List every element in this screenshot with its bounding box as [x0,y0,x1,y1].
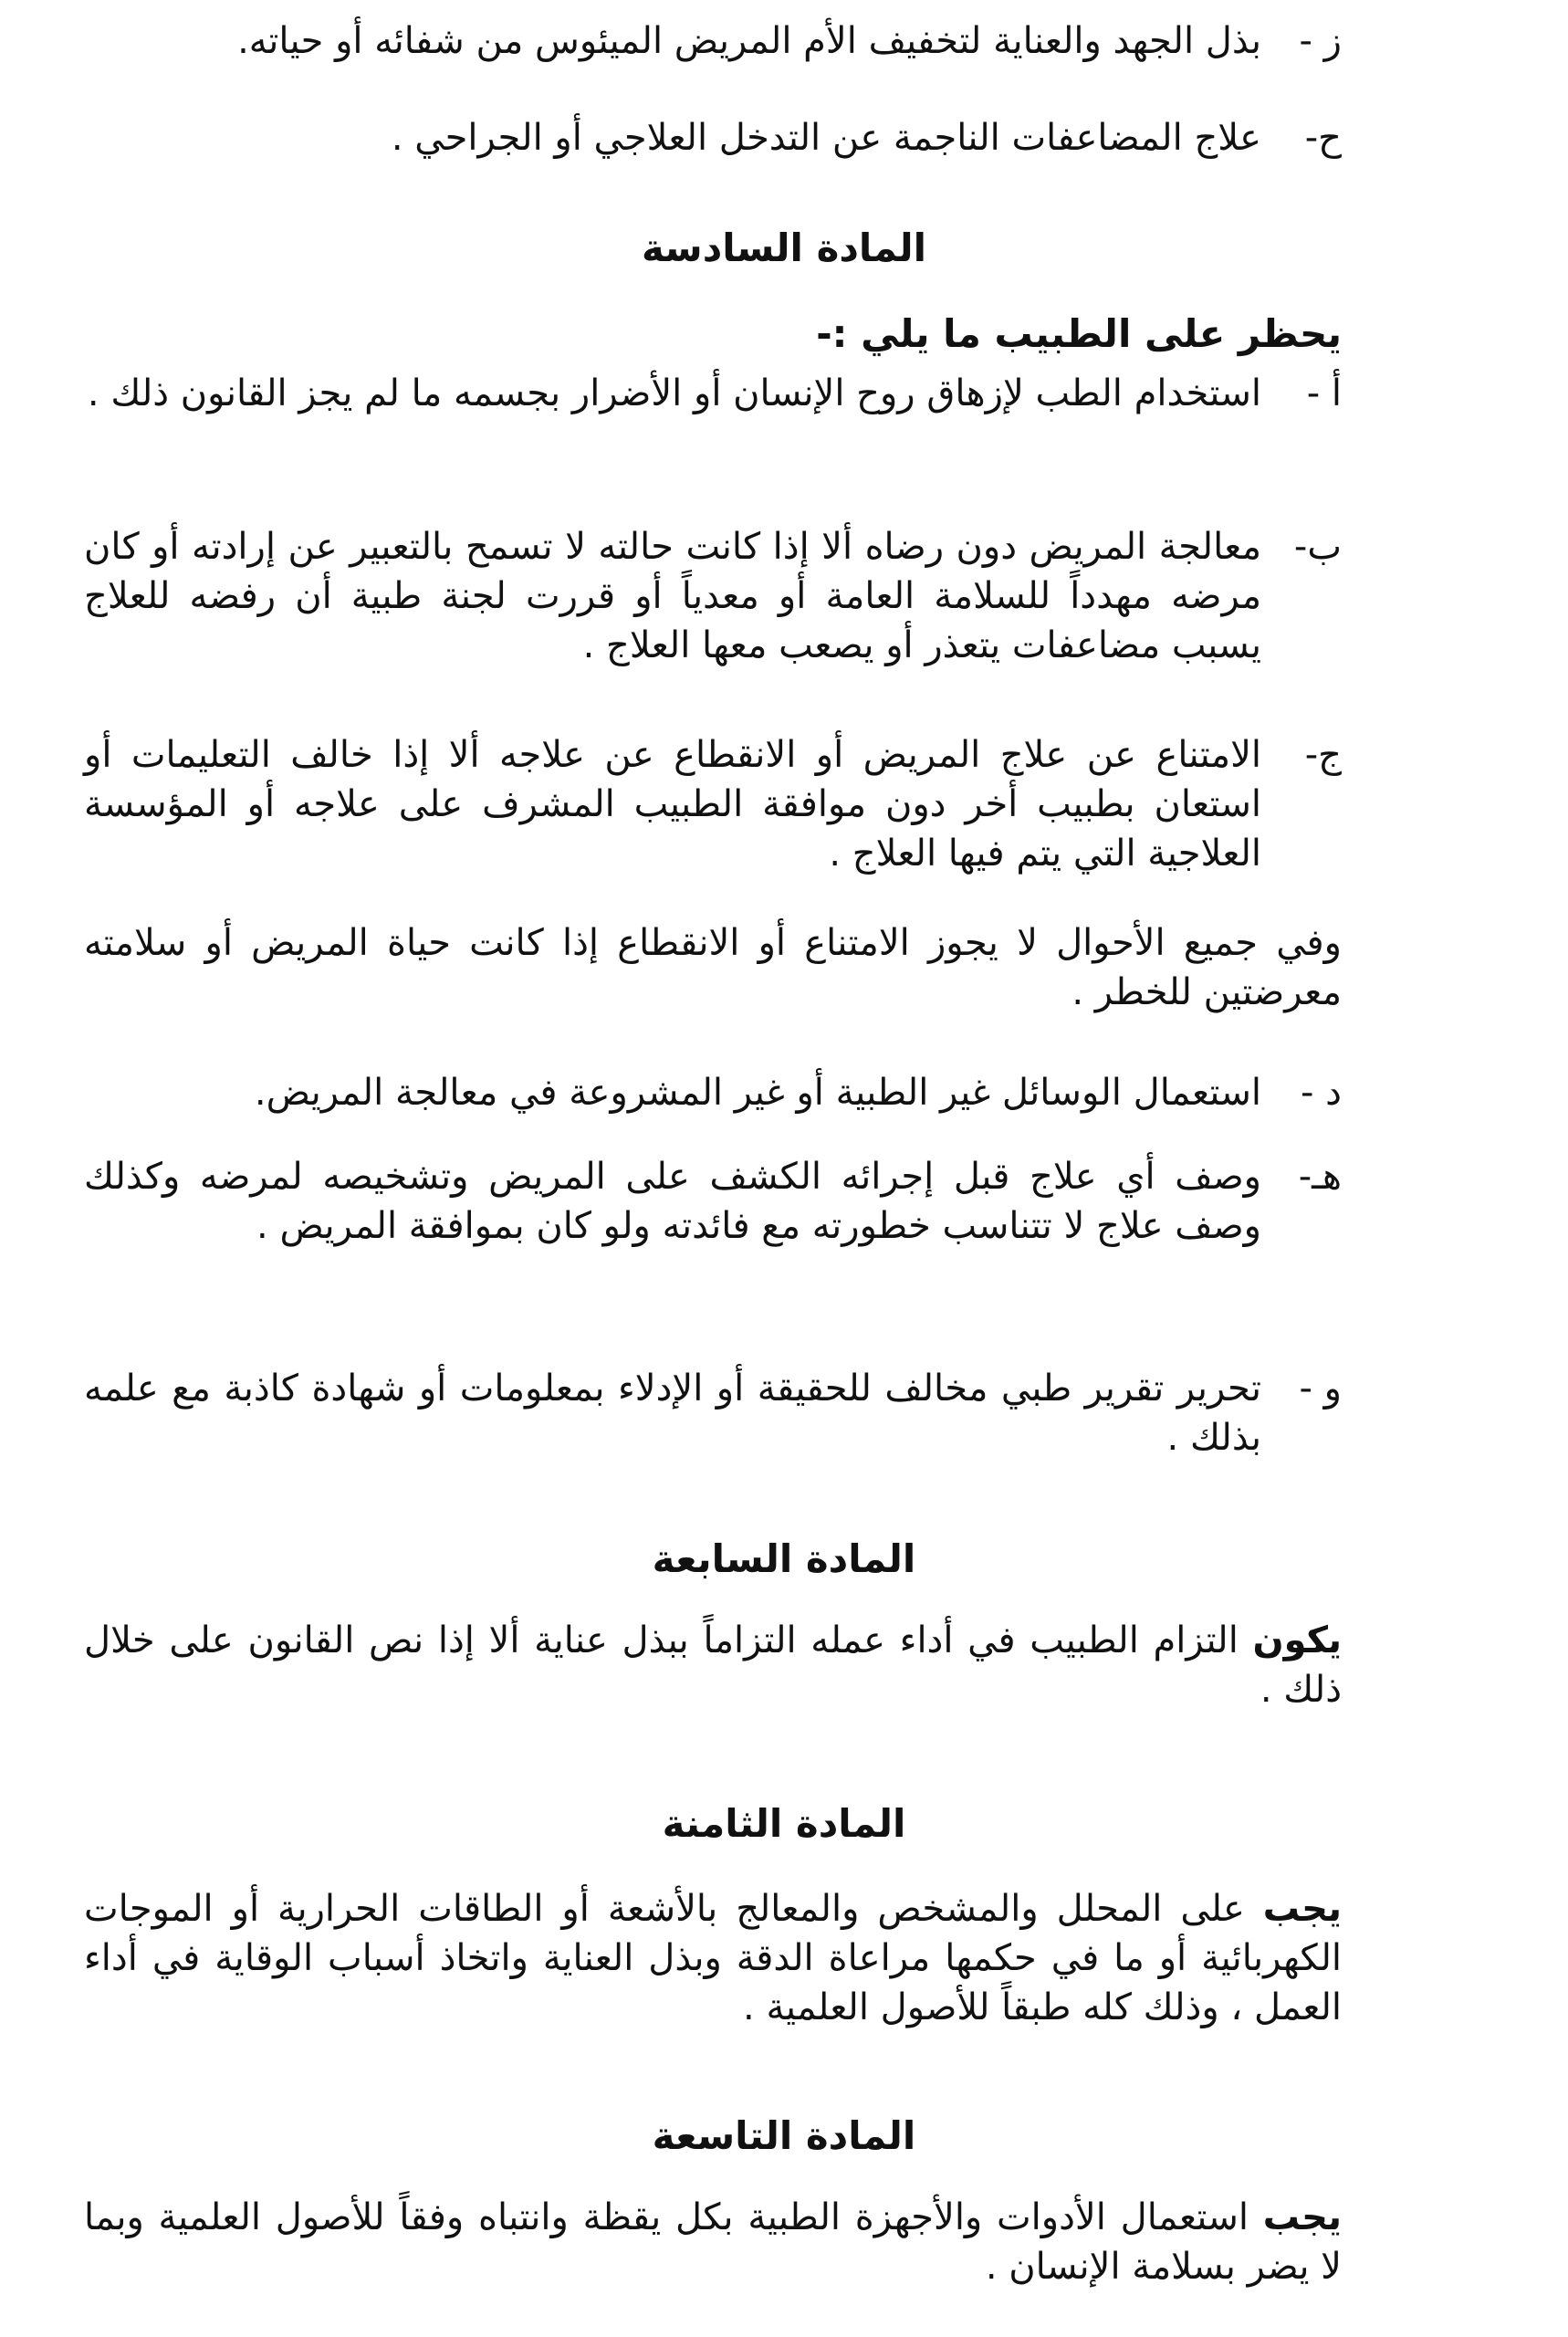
item-marker: و - [1299,1368,1342,1410]
item-marker: أ - [1306,372,1342,414]
article-9-title: المادة التاسعة [652,2113,916,2158]
item-marker: ز - [1299,20,1342,62]
article-9-text: استعمال الأدوات والأجهزة الطبية بكل يقظة وانتباه وفقاً للأصول العلمية وبما لا يضر بسلامة الإنسان . [84,2196,1342,2288]
item-text: علاج المضاعفات الناجمة عن التدخل العلاجي أو الجراحي . [391,117,1261,159]
item-text: استخدام الطب لإزهاق روح الإنسان أو الأضرار بجسمه ما لم يجز القانون ذلك . [87,372,1261,414]
item-extra-text: وفي جميع الأحوال لا يجوز الامتناع أو الانقطاع إذا كانت حياة المريض أو سلامته معرضتين للخطر . [84,922,1342,1013]
article-8-text: على المحلل والمشخص والمعالج بالأشعة أو الطاقات الحرارية أو الموجات الكهربائية أو ما في حكمها مراعاة الدقة وبذل العناية واتخاذ أسباب الوقاية في أداء العمل ، وذلك كله طبقاً للأصول العلمية . [84,1888,1342,2028]
article-6-title: المادة السادسة [641,225,927,270]
item-marker: د - [1301,1072,1342,1114]
article-6-item-w [84,1364,1342,1462]
article-6-intro [84,309,1342,360]
article-7-body [84,1616,1342,1714]
continuation-item-z [84,16,1342,66]
item-marker: ج- [1304,734,1342,776]
item-text: بذل الجهد والعناية لتخفيف الأم المريض الميئوس من شفائه أو حياته. [237,20,1261,62]
article-6-item-h [84,1152,1342,1251]
article-8-body [84,1884,1342,2032]
article-9-paragraph [84,2193,1342,2291]
item-text: وصف أي علاج قبل إجرائه الكشف على المريض وتشخيصه لمرضه وكذلك وصف علاج لا تتناسب خطورته مع فائدته ولو كان بموافقة المريض . [84,1156,1261,1247]
continuation-item-h [84,113,1342,162]
item-text: معالجة المريض دون رضاه ألا إذا كانت حالته لا تسمح بالتعبير عن إرادته أو كان مرضه مهدداً للسلامة العامة أو معدياً أو قررت لجنة طبية أن رفضه للعلاج يسبب مضاعفات يتعذر أو يصعب معها العلاج . [84,526,1261,666]
article-9-body [84,2193,1342,2291]
item-text: الامتناع عن علاج المريض أو الانقطاع عن علاجه ألا إذا خالف التعليمات أو استعان بطبيب أخر دون موافقة الطبيب المشرف على علاجه أو المؤسسة العلاجية التي يتم فيها العلاج . [84,734,1261,875]
article-8-paragraph [84,1884,1342,2032]
item-text: استعمال الوسائل غير الطبية أو غير المشروعة في معالجة المريض. [254,1072,1261,1114]
article-6-intro-text: يحظر على الطبيب ما يلي :- [816,311,1342,356]
article-6-item-a [84,369,1342,418]
item-text: تحرير تقرير طبي مخالف للحقيقة أو الإدلاء بمعلومات أو شهادة كاذبة مع علمه بذلك . [84,1368,1261,1459]
article-6-item-b [84,522,1342,670]
item-marker: هـ- [1298,1156,1342,1198]
article-7-lead-word: يكون [1252,1619,1342,1661]
article-7-text: التزام الطبيب في أداء عمله التزاماً ببذل عناية ألا إذا نص القانون على خلال ذلك . [84,1619,1342,1711]
article-7-title: المادة السابعة [652,1536,916,1581]
item-marker: ح- [1304,117,1342,159]
article-9-lead-word: يجب [1262,2196,1342,2238]
article-6-item-j [84,730,1342,878]
article-7-paragraph [84,1616,1342,1714]
article-8-title: المادة الثامنة [662,1801,906,1846]
article-8-lead-word: يجب [1262,1888,1342,1930]
article-6-item-j-note [84,918,1342,1017]
item-marker: ب- [1293,526,1342,568]
article-6-item-d [84,1068,1342,1117]
